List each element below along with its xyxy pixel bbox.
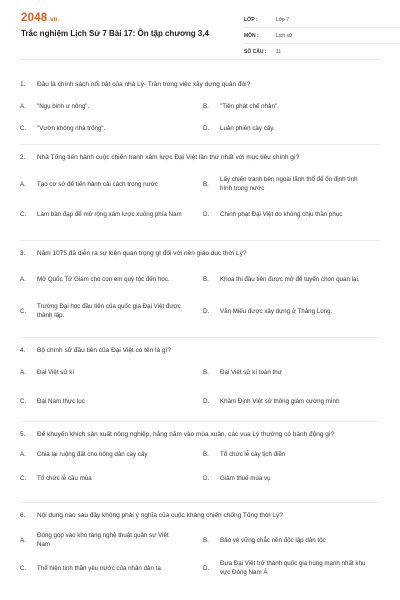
option-b[interactable] — [203, 367, 378, 379]
option-letter: B. — [203, 368, 209, 376]
logo-text: 2048 — [21, 12, 48, 24]
option-b[interactable] — [203, 448, 378, 462]
option-text: Tổ chức lễ cày tịch điền — [220, 450, 286, 458]
option-text: Mở Quốc Tử Giám cho con em quý tộc đến học. — [37, 275, 170, 283]
option-letter: A. — [20, 275, 26, 283]
option-text: Văn Miếu được xây dựng ở Thăng Long. — [220, 307, 333, 315]
option-letter: C. — [20, 564, 27, 572]
options — [20, 367, 380, 413]
meta-value-count: 11 — [276, 49, 282, 55]
option-a[interactable] — [20, 448, 195, 462]
option-d[interactable] — [203, 300, 378, 324]
option-b[interactable] — [203, 174, 378, 196]
option-text: Đại Nam thực lục — [37, 397, 85, 405]
options — [20, 448, 380, 486]
option-letter: D. — [203, 307, 210, 315]
meta-value-class: Lớp 7 — [276, 16, 290, 23]
page-title: Trắc nghiệm Lịch Sử 7 Bài 17: Ôn tập chương 3,4 — [21, 29, 209, 38]
option-c[interactable] — [20, 472, 195, 486]
question-text — [20, 153, 380, 162]
option-text: Làm bàn đạp để mở rộng xâm lược xuống phía Nam — [37, 210, 182, 218]
option-letter: A. — [20, 450, 26, 458]
option-a[interactable] — [20, 98, 195, 116]
option-text: Chinh phạt Đại Việt do không chịu thần phục — [220, 210, 343, 218]
option-text: "Ngụ binh ư nông". — [37, 102, 90, 110]
meta-value-subject: Lịch sử — [276, 32, 293, 39]
option-c[interactable] — [20, 391, 195, 413]
option-letter: B. — [203, 275, 209, 283]
option-d[interactable] — [203, 120, 378, 138]
option-letter: C. — [20, 474, 27, 482]
question-body: Đâu là chính sách nổi bật của nhà Lý- Trần trong việc xây dựng quân đội? — [37, 81, 251, 88]
question-3 — [20, 249, 380, 324]
option-text: Luân phiên cày cấy. — [220, 124, 275, 132]
option-text: Khoa thi đầu tiên được mở để tuyển chọn quan lại. — [220, 275, 360, 283]
question-divider — [20, 240, 380, 241]
option-text: Khâm Định Việt sử thông giám cương mình — [220, 397, 340, 405]
option-letter: D. — [203, 474, 210, 482]
option-b[interactable] — [203, 98, 378, 116]
question-body: Để khuyến khích sản xuất nông nghiệp, hằng năm vào mùa xuân, các vua Lý thường có hành động gì? — [37, 431, 335, 438]
option-letter: C. — [20, 210, 27, 218]
question-text — [20, 511, 380, 520]
option-d[interactable] — [203, 391, 378, 413]
option-letter: C. — [20, 397, 27, 405]
option-a[interactable] — [20, 367, 195, 379]
option-text: Lấy chiến tranh bên ngoài lãnh thổ để ổn định tình hình trong nước — [220, 176, 358, 192]
meta-key-class: LỚP : — [244, 16, 258, 23]
option-letter: B. — [203, 450, 209, 458]
option-text: Tạo cơ sở để tiến hành cải cách trong nước — [37, 180, 158, 188]
option-letter: C. — [20, 124, 27, 132]
option-text: "Vườn không nhà trống". — [37, 124, 106, 132]
meta-row-class — [244, 12, 400, 28]
option-c[interactable] — [20, 120, 195, 138]
question-text — [20, 346, 380, 355]
question-text — [20, 80, 380, 89]
option-d[interactable] — [203, 558, 378, 580]
question-body: Nội dung nào sau đây không phải ý nghĩa của cuộc kháng chiến chống Tống thời Lý? — [37, 512, 283, 519]
meta-row-count — [244, 44, 400, 60]
option-text: Tổ chức lễ cầu mùa — [37, 474, 92, 482]
site-logo[interactable] — [21, 12, 58, 24]
option-b[interactable] — [203, 268, 378, 292]
option-c[interactable] — [20, 558, 195, 580]
question-5 — [20, 430, 380, 486]
option-text: Đại Việt sử kí toàn thư — [220, 368, 282, 376]
question-divider — [20, 421, 380, 422]
question-number: 5. — [20, 431, 26, 438]
option-a[interactable] — [20, 530, 195, 552]
option-text: Chia lại ruộng đất cho nông dân cày cấy — [37, 450, 148, 458]
options — [20, 174, 380, 226]
options — [20, 530, 380, 580]
option-a[interactable] — [20, 268, 195, 292]
question-6 — [20, 511, 380, 580]
option-letter: B. — [203, 102, 209, 110]
option-d[interactable] — [203, 204, 378, 226]
question-text — [20, 430, 380, 439]
option-a[interactable] — [20, 174, 195, 196]
question-number: 3. — [20, 250, 26, 257]
option-letter: B. — [203, 536, 209, 544]
question-number: 2. — [20, 154, 26, 161]
option-text: Đóng góp vào kho tàng nghệ thuật quân sự Việt Nam — [37, 532, 169, 548]
option-text: Thể hiện tinh thần yêu nước của nhân dân ta — [37, 564, 161, 572]
option-letter: A. — [20, 536, 26, 544]
logo-tld: .vn — [48, 17, 58, 23]
option-c[interactable] — [20, 204, 195, 226]
option-text: Trường Đại học đầu tiên của quốc gia Đại Việt được thành lập. — [37, 303, 181, 319]
question-number: 1. — [20, 81, 26, 88]
option-text: Đưa Đại Việt trở thành quốc gia hùng mạnh nhất khu vực Đông Nam Á — [220, 560, 366, 576]
question-divider — [20, 337, 380, 338]
question-1 — [20, 80, 380, 138]
question-body: Nhà Tống tiến hành cuộc chiến tranh xâm lược Đại Việt lần thứ nhất với mục tiêu chính gì? — [37, 154, 300, 161]
option-letter: A. — [20, 102, 26, 110]
question-number: 6. — [20, 512, 26, 519]
option-letter: A. — [20, 368, 26, 376]
option-letter: D. — [203, 210, 210, 218]
option-letter: B. — [203, 180, 209, 188]
question-2 — [20, 153, 380, 226]
question-body: Bộ chính sử đầu tiên của Đại Việt có tên là gì? — [37, 347, 171, 354]
option-letter: C. — [20, 307, 27, 315]
page-header — [20, 0, 380, 60]
question-body: Năm 1075 đã diễn ra sự kiện quan trọng gì đối với nền giáo dục thời Lý? — [37, 250, 247, 257]
option-letter: D. — [203, 564, 210, 572]
options — [20, 98, 380, 138]
option-b[interactable] — [203, 530, 378, 552]
option-text: Bảo vệ vững chắc nền độc lập dân tộc — [220, 536, 326, 544]
option-letter: D. — [203, 397, 210, 405]
question-divider — [20, 144, 380, 145]
option-text: Giảm thuế mùa vụ — [220, 474, 271, 482]
question-number: 4. — [20, 347, 26, 354]
meta-row-subject — [244, 28, 400, 44]
question-text — [20, 249, 380, 258]
question-4 — [20, 346, 380, 413]
option-d[interactable] — [203, 472, 378, 486]
quiz-meta-table — [244, 12, 400, 60]
meta-key-count: SỐ CÂU : — [244, 49, 267, 55]
option-text: "Tiên phát chế nhân". — [220, 102, 279, 110]
option-letter: D. — [203, 124, 210, 132]
option-c[interactable] — [20, 300, 195, 324]
option-text: Đại Việt sử kí — [37, 368, 75, 376]
question-divider — [20, 502, 380, 503]
options — [20, 268, 380, 324]
meta-key-subject: MÔN : — [244, 32, 259, 39]
option-letter: A. — [20, 180, 26, 188]
